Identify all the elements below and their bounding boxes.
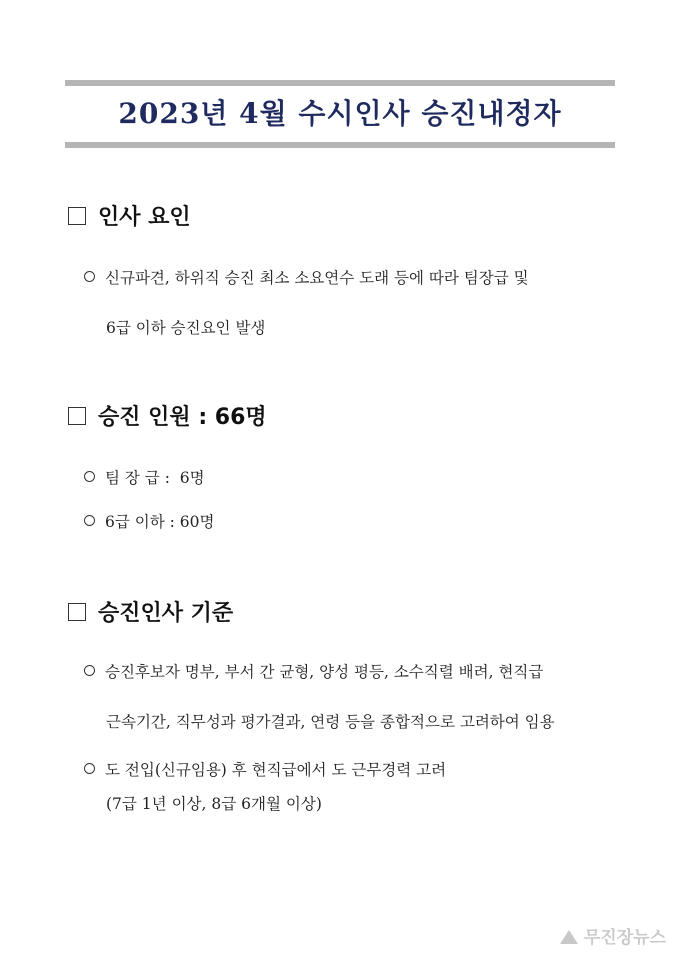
watermark-text: 무진장뉴스 — [583, 928, 666, 948]
section-heading-text: 승진인사 기준 — [98, 601, 234, 626]
circle-bullet-icon — [84, 515, 95, 526]
list-item — [84, 510, 214, 532]
list-item-text: 팀 장 급 : 6명 — [105, 469, 205, 487]
circle-bullet-icon — [84, 471, 95, 482]
title-rule-top — [65, 80, 615, 86]
section-heading-personnel-factors — [68, 200, 191, 231]
list-item-continuation: 근속기간, 직무성과 평가결과, 연령 등을 종합적으로 고려하여 임용 — [106, 713, 555, 731]
mountain-logo-icon — [560, 930, 578, 944]
circle-bullet-icon — [84, 271, 95, 282]
title-rule-bottom — [65, 142, 615, 148]
list-item-text: 도 전입(신규임용) 후 현직급에서 도 근무경력 고려 — [105, 761, 447, 779]
checkbox-square-icon — [68, 407, 86, 425]
title-box — [65, 80, 615, 148]
section-heading-promotion-criteria — [68, 596, 233, 627]
list-item-text: 승진후보자 명부, 부서 간 균형, 양성 평등, 소수직렬 배려, 현직급 — [105, 663, 544, 681]
watermark — [560, 923, 666, 948]
section-heading-promotion-count — [68, 400, 267, 431]
list-item — [84, 466, 205, 488]
list-item-text: 신규파견, 하위직 승진 최소 소요연수 도래 등에 따라 팀장급 및 — [105, 269, 529, 287]
circle-bullet-icon — [84, 665, 95, 676]
page-title: 2023년 4월 수시인사 승진내정자 — [118, 97, 562, 130]
list-item — [84, 660, 543, 682]
list-item-continuation: (7급 1년 이상, 8급 6개월 이상) — [106, 795, 322, 813]
list-item-text: 6급 이하 : 60명 — [105, 513, 215, 531]
checkbox-square-icon — [68, 603, 86, 621]
list-item — [84, 266, 529, 288]
section-heading-text: 인사 요인 — [98, 205, 191, 230]
circle-bullet-icon — [84, 763, 95, 774]
checkbox-square-icon — [68, 207, 86, 225]
section-heading-text: 승진 인원 : 66명 — [98, 405, 267, 430]
list-item — [84, 758, 446, 780]
list-item-continuation: 6급 이하 승진요인 발생 — [106, 319, 266, 337]
